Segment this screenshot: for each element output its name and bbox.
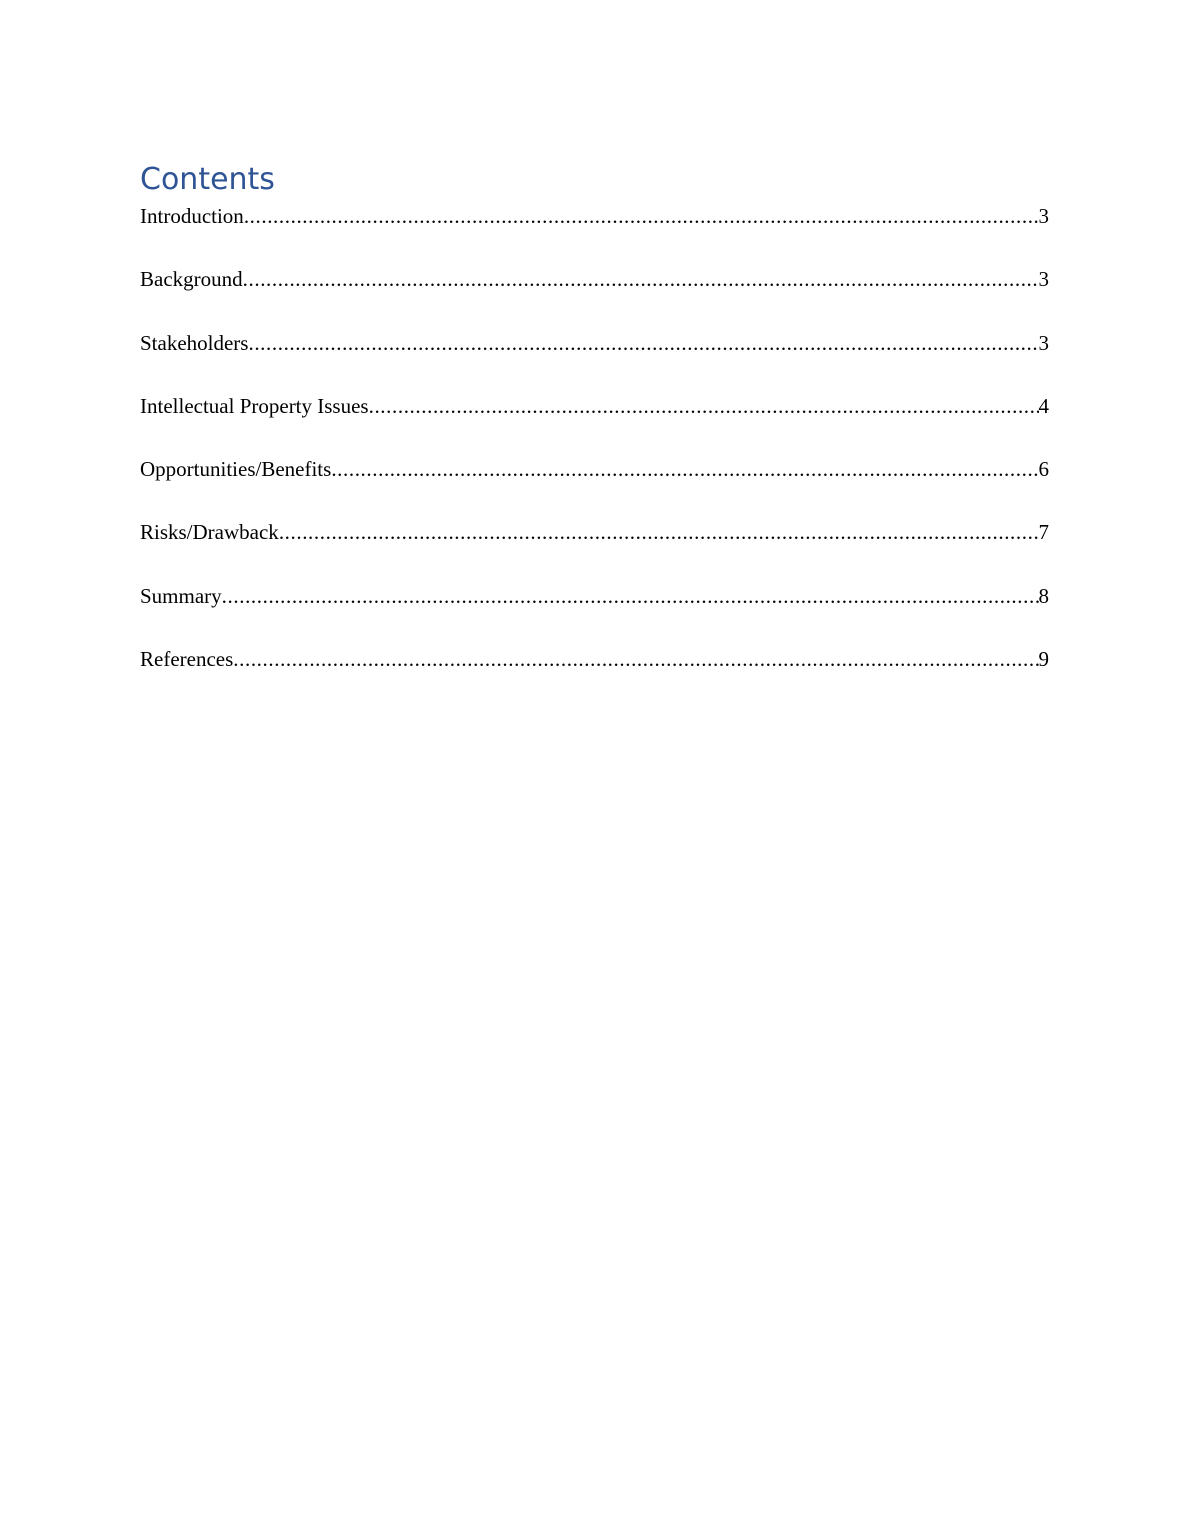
toc-dot-leader [279,515,1039,549]
toc-entry-background[interactable] [140,262,1049,325]
toc-entry-label: Summary [140,583,222,608]
toc-dot-leader [244,199,1039,233]
toc-entry-page-number: 3 [1038,204,1049,228]
table-of-contents [140,199,1049,705]
toc-entry-label: Background [140,267,243,292]
toc-entry-page-number: 6 [1038,457,1049,482]
toc-entry-references[interactable] [140,642,1049,705]
toc-dot-leader [331,452,1038,486]
toc-entry-page-number: 9 [1038,647,1049,672]
toc-entry-label: Opportunities/Benefits [140,457,332,482]
toc-entry-summary[interactable] [140,579,1049,642]
toc-dot-leader [243,262,1039,296]
toc-entry-page-number: 8 [1038,583,1049,608]
toc-dot-leader [233,642,1038,676]
toc-dot-leader [369,389,1039,423]
toc-entry-stakeholders[interactable] [140,326,1049,389]
toc-entry-opportunities-benefits[interactable] [140,452,1049,515]
toc-dot-leader [248,326,1038,360]
toc-entry-label: Risks/Drawback [140,520,279,545]
toc-entry-page-number: 3 [1038,267,1049,292]
toc-title: Contents [140,162,275,197]
toc-entry-page-number: 4 [1038,393,1049,418]
toc-entry-label: Stakeholders [140,330,249,355]
toc-entry-page-number: 3 [1038,330,1049,355]
toc-entry-risks-drawback[interactable] [140,515,1049,578]
toc-dot-leader [222,579,1039,613]
toc-entry-label: References [140,647,234,672]
toc-entry-label: Introduction [140,204,244,228]
toc-entry-intellectual-property-issues[interactable] [140,389,1049,452]
toc-entry-page-number: 7 [1038,520,1049,545]
toc-entry-label: Intellectual Property Issues [140,393,369,418]
toc-entry-introduction[interactable] [140,199,1049,262]
